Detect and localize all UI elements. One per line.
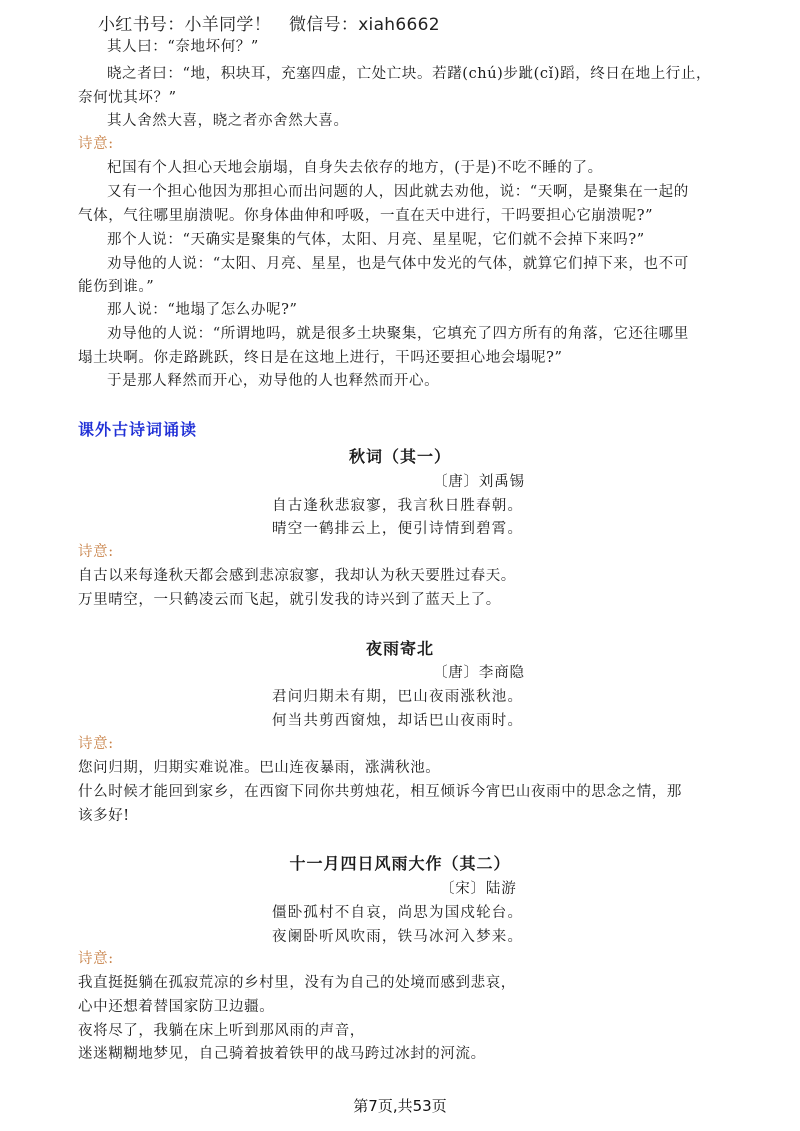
meaning-line: 杞国有个人担心天地会崩塌，自身失去依存的地方，(于是)不吃不睡的了。 bbox=[107, 160, 603, 176]
header-watermark bbox=[98, 10, 440, 35]
meaning-line: 心中还想着替国家防卫边疆。 bbox=[78, 999, 275, 1015]
meaning-line: 我直挺挺躺在孤寂荒凉的乡村里，没有为自己的处境而感到悲哀， bbox=[78, 975, 516, 991]
section-heading: 课外古诗词诵读 bbox=[78, 420, 198, 439]
poem-line: 夜阑卧听风吹雨，铁马冰河入梦来。 bbox=[272, 929, 524, 945]
meaning-line: 万里晴空，一只鹤凌云而飞起，就引发我的诗兴到了蓝天上了。 bbox=[78, 592, 501, 608]
meaning-line: 那人说：“地塌了怎么办呢?” bbox=[107, 302, 298, 318]
xiaohongshu-id: 小红书号：小羊同学！ bbox=[98, 15, 271, 35]
page-indicator: 第7页,共53页 bbox=[353, 1097, 447, 1115]
meaning-line: 于是那人释然而开心，劝导他的人也释然而开心。 bbox=[107, 373, 440, 389]
wechat-id: 微信号：xiah6662 bbox=[289, 15, 440, 35]
meaning-line: 塌土块啊。你走路跳跃，终日是在这地上进行，干吗还要担心地会塌呢?” bbox=[78, 350, 563, 366]
poem-author: 〔宋〕陆游 bbox=[440, 881, 517, 897]
text-line: 其人舍然大喜，晓之者亦舍然大喜。 bbox=[107, 113, 349, 129]
meaning-line: 自古以来每逢秋天都会感到悲凉寂寥，我却认为秋天要胜过春天。 bbox=[78, 568, 516, 584]
text-line: 其人曰：“奈地坏何？” bbox=[107, 39, 259, 55]
meaning-line: 该多好! bbox=[78, 808, 130, 824]
meaning-line: 您问归期，归期实难说准。巴山连夜暴雨，涨满秋池。 bbox=[78, 760, 441, 776]
poem-line: 君问归期未有期，巴山夜雨涨秋池。 bbox=[272, 689, 524, 705]
meaning-line: 迷迷糊糊地梦见，自己骑着披着铁甲的战马跨过冰封的河流。 bbox=[78, 1046, 486, 1062]
poem-line: 何当共剪西窗烛，却话巴山夜雨时。 bbox=[272, 713, 524, 729]
poem-title: 秋词（其一） bbox=[348, 447, 451, 466]
text-line: 奈何忧其坏？” bbox=[78, 90, 177, 106]
meaning-line: 劝导他的人说：“太阳、月亮、星星，也是气体中发光的气体，就算它们掉下来，也不可 bbox=[107, 256, 689, 272]
meaning-line: 那个人说：“天确实是聚集的气体，太阳、月亮、星星呢，它们就不会掉下来吗?” bbox=[107, 232, 645, 248]
poem-author: 〔唐〕刘禹锡 bbox=[433, 474, 525, 490]
meaning-label: 诗意: bbox=[78, 736, 114, 752]
text-line: 晓之者曰：“地，积块耳，充塞四虚，亡处亡块。若躇(chú)步跐(cǐ)蹈，终日在地上行止， bbox=[107, 66, 712, 82]
meaning-line: 什么时候才能回到家乡，在西窗下同你共剪烛花，相互倾诉今宵巴山夜雨中的思念之情，那 bbox=[78, 784, 682, 800]
meaning-line: 劝导他的人说：“所谓地吗，就是很多土块聚集，它填充了四方所有的角落，它还往哪里 bbox=[107, 326, 689, 342]
poem-line: 自古逢秋悲寂寥，我言秋日胜春朝。 bbox=[272, 498, 524, 514]
meaning-line: 气体，气往哪里崩溃呢。你身体曲伸和呼吸，一直在天中进行，干吗要担心它崩溃呢?” bbox=[78, 208, 654, 224]
meaning-line: 能伤到谁。” bbox=[78, 279, 155, 295]
meaning-line: 又有一个担心他因为那担心而出问题的人，因此就去劝他，说：“天啊，是聚集在一起的 bbox=[107, 184, 689, 200]
poem-line: 僵卧孤村不自哀，尚思为国戍轮台。 bbox=[272, 905, 524, 921]
meaning-label: 诗意: bbox=[78, 544, 114, 560]
poem-title: 十一月四日风雨大作（其二） bbox=[289, 854, 511, 873]
poem-title: 夜雨寄北 bbox=[365, 639, 434, 658]
poem-line: 晴空一鹤排云上，便引诗情到碧霄。 bbox=[272, 521, 524, 537]
meaning-label: 诗意: bbox=[78, 951, 114, 967]
meaning-label: 诗意: bbox=[78, 136, 114, 152]
meaning-line: 夜将尽了，我躺在床上听到那风雨的声音， bbox=[78, 1023, 365, 1039]
poem-author: 〔唐〕李商隐 bbox=[433, 665, 525, 681]
